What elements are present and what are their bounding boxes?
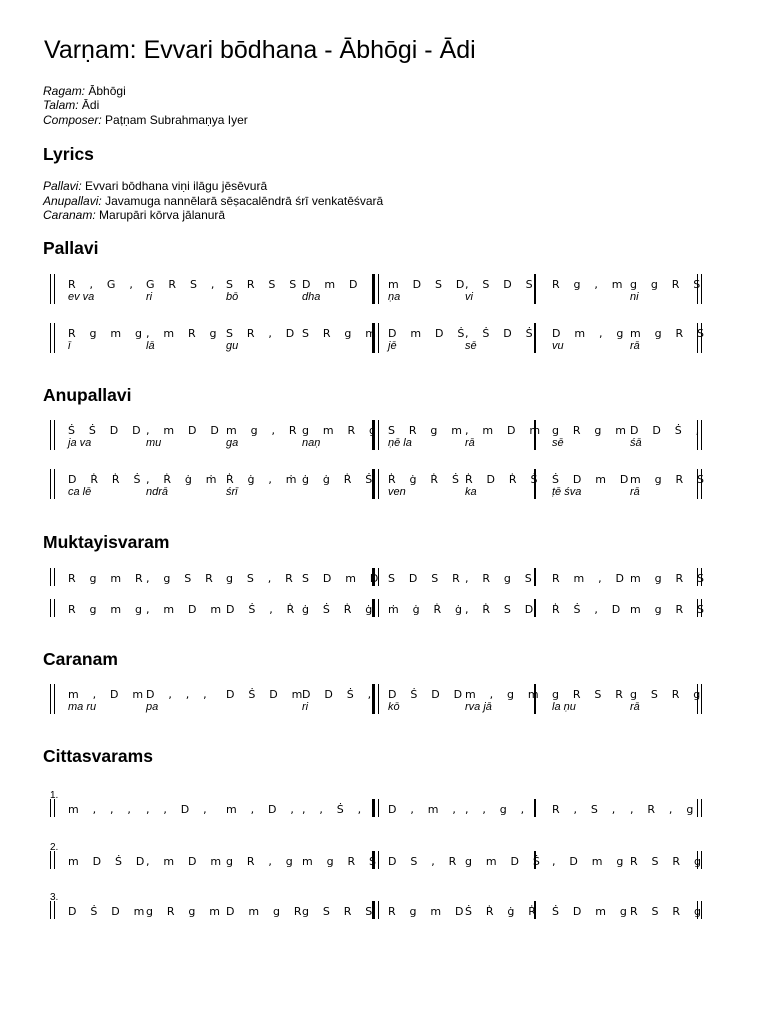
swara-group: g R g m xyxy=(146,905,226,918)
lyric-syllable: rā xyxy=(630,340,640,352)
barline xyxy=(50,799,55,817)
swara-group: m g R S xyxy=(302,855,382,868)
swara-group: , g S R xyxy=(146,572,218,585)
swara-group: D , , , xyxy=(146,688,212,701)
lyrics-anupallavi-text: Javamuga nannēlarā sēṣacalēndrā śrī venkatēśvarā xyxy=(105,194,384,208)
swara-group: m , D , xyxy=(226,803,300,816)
swara-group: m D Ṡ D xyxy=(68,855,150,868)
cittasvaram-number: 1. xyxy=(50,790,59,801)
swara-group: , , g , xyxy=(465,803,530,816)
barline xyxy=(50,851,55,869)
barline xyxy=(50,274,55,304)
cittasvaram-number: 2. xyxy=(50,842,59,853)
lyric-syllable: rā xyxy=(465,437,475,449)
lyric-syllable: vi xyxy=(465,291,473,303)
lyric-syllable: bō xyxy=(226,291,239,303)
talam-line xyxy=(43,98,99,112)
swara-group: D S , R xyxy=(388,855,462,868)
swara-group: m g R S xyxy=(630,327,710,340)
composer-value: Paṭṇam Subrahmaṇya Iyer xyxy=(105,113,248,127)
lyric-syllable: naṇ xyxy=(302,437,321,449)
swara-group: R , S , xyxy=(552,803,621,816)
swara-group: S D m D xyxy=(302,572,384,585)
swara-group: , R , g xyxy=(630,803,699,816)
lyrics-pallavi-label: Pallavi: xyxy=(43,179,82,193)
swara-group: S R g m xyxy=(302,327,382,340)
lyric-syllable: rā xyxy=(630,486,640,498)
lyric-syllable: ri xyxy=(302,701,309,713)
lyric-syllable: mu xyxy=(146,437,162,449)
lyric-syllable: ma ru xyxy=(68,701,97,713)
section-heading-caranam: Caranam xyxy=(43,649,118,669)
swara-group: g S , R xyxy=(226,572,298,585)
swara-group: , Ṡ D Ṡ xyxy=(465,327,538,340)
swara-group: Ṡ D m g xyxy=(552,905,633,918)
swara-group: R , G , xyxy=(68,278,139,291)
swara-group: m g R S xyxy=(630,603,710,616)
swara-group: D m D , xyxy=(302,278,381,291)
swara-group: R S R g xyxy=(630,855,707,868)
swara-group: Ṡ Ṙ ġ Ṙ xyxy=(465,905,542,918)
composer-line xyxy=(43,113,248,127)
lyric-syllable: lā xyxy=(146,340,155,352)
lyric-syllable: ri xyxy=(146,291,153,303)
lyric-syllable: ṇē la xyxy=(388,437,412,449)
lyric-syllable: ven xyxy=(388,486,406,498)
lyric-syllable: śrī xyxy=(226,486,238,498)
swara-group: R m , D xyxy=(552,572,630,585)
lyric-syllable: ī xyxy=(68,340,71,352)
section-heading-cittasvarams: Cittasvarams xyxy=(43,746,153,766)
lyric-syllable: ndrā xyxy=(146,486,169,498)
lyrics-caranam xyxy=(43,208,225,222)
barline xyxy=(50,684,55,714)
lyric-syllable: ni xyxy=(630,291,639,303)
swara-group: ġ ġ Ṙ Ṡ xyxy=(302,473,378,486)
lyric-syllable: rva jā xyxy=(465,701,492,713)
lyric-syllable: la ṇu xyxy=(552,701,576,713)
swara-group: Ṙ D Ṙ Ṡ xyxy=(465,473,543,486)
swara-group: g R g m xyxy=(552,424,632,437)
swara-group: , m D m xyxy=(146,855,227,868)
lyric-syllable: śā xyxy=(630,437,642,449)
talam-label: Talam: xyxy=(43,98,79,112)
swara-group: D D Ṡ , xyxy=(630,424,705,437)
swara-group: , m R g xyxy=(146,327,222,340)
lyrics-caranam-text: Marupāri kōrva jālanurā xyxy=(99,208,226,222)
swara-group: g S R S xyxy=(302,905,378,918)
lyrics-anupallavi-label: Anupallavi: xyxy=(43,194,102,208)
lyric-syllable: sē xyxy=(465,340,477,352)
swara-group: R g m g xyxy=(68,327,148,340)
swara-group: g S R g xyxy=(630,688,706,701)
section-heading-anupallavi: Anupallavi xyxy=(43,385,132,405)
lyric-syllable: ca lē xyxy=(68,486,92,498)
lyric-syllable: ja va xyxy=(68,437,92,449)
swara-group: D m D Ṡ xyxy=(388,327,470,340)
swara-group: D , m , xyxy=(388,803,462,816)
swara-group: m g , R xyxy=(226,424,302,437)
swara-group: , m D m xyxy=(465,424,546,437)
lyric-syllable: gu xyxy=(226,340,239,352)
swara-group: D Ṡ , Ṙ xyxy=(226,603,300,616)
lyric-syllable: ṇa xyxy=(388,291,401,303)
barline xyxy=(50,599,55,617)
swara-group: D m , g xyxy=(552,327,629,340)
swara-group: G R S , xyxy=(146,278,220,291)
swara-group: D Ṙ Ṙ Ṡ xyxy=(68,473,146,486)
lyric-syllable: rā xyxy=(630,701,640,713)
lyric-syllable: ka xyxy=(465,486,477,498)
swara-group: , Ṙ ġ ṁ xyxy=(146,473,222,486)
swara-group: , R g S xyxy=(465,572,537,585)
barline xyxy=(50,323,55,353)
swara-group: m , D m xyxy=(68,688,149,701)
swara-group: m g R S xyxy=(630,572,710,585)
swara-group: D Ṡ D D xyxy=(388,688,468,701)
barline xyxy=(534,799,536,817)
swara-group: S D S R xyxy=(388,572,465,585)
swara-group: D D Ṡ , xyxy=(302,688,377,701)
swara-group: , m D m xyxy=(146,603,227,616)
lyrics-heading: Lyrics xyxy=(43,144,94,164)
swara-group: g m D Ṡ xyxy=(465,855,546,868)
swara-group: m , , , xyxy=(68,803,137,816)
lyric-syllable: jē xyxy=(388,340,397,352)
lyric-syllable: ga xyxy=(226,437,239,449)
lyric-syllable: pa xyxy=(146,701,159,713)
swara-group: Ṙ Ṡ , D xyxy=(552,603,626,616)
lyric-syllable: ṭē śva xyxy=(552,486,582,498)
swara-group: , m D D xyxy=(146,424,225,437)
talam-value: Ādi xyxy=(81,98,100,112)
composer-label: Composer: xyxy=(43,113,102,127)
barline xyxy=(50,568,55,586)
swara-group: Ṡ Ṡ D D xyxy=(68,424,146,437)
swara-group: R S R g xyxy=(630,905,707,918)
swara-group: D m g R xyxy=(226,905,307,918)
swara-group: , D m g xyxy=(552,855,629,868)
lyric-syllable: vu xyxy=(552,340,564,352)
lyrics-anupallavi xyxy=(43,194,383,208)
swara-group: , Ṙ S D xyxy=(465,603,539,616)
ragam-value: Ābhōgi xyxy=(88,84,126,98)
swara-group: ṁ ġ Ṙ ġ xyxy=(388,603,468,616)
barline xyxy=(372,799,379,817)
barline xyxy=(50,469,55,499)
swara-group: m , g m xyxy=(465,688,544,701)
section-heading-muktayisvaram: Muktayisvaram xyxy=(43,532,170,552)
swara-group: R g m g xyxy=(68,603,148,616)
lyrics-pallavi-text: Evvari bōdhana viṇi ilāgu jēsēvurā xyxy=(85,179,268,193)
lyric-syllable: dha xyxy=(302,291,321,303)
swara-group: , S D S xyxy=(465,278,538,291)
swara-group: g m R g xyxy=(302,424,382,437)
cittasvaram-number: 3. xyxy=(50,892,59,903)
swara-group: , , D , xyxy=(146,803,212,816)
swara-group: ġ Ṡ Ṙ ġ xyxy=(302,603,378,616)
lyrics-caranam-label: Caranam: xyxy=(43,208,96,222)
swara-group: Ṡ D m D xyxy=(552,473,634,486)
page-title: Varṇam: Evvari bōdhana - Ābhōgi - Ādi xyxy=(44,36,476,64)
ragam-label: Ragam: xyxy=(43,84,86,98)
swara-group: Ṙ ġ , ṁ xyxy=(226,473,302,486)
lyrics-pallavi xyxy=(43,179,267,193)
lyric-syllable: kō xyxy=(388,701,400,713)
section-heading-pallavi: Pallavi xyxy=(43,238,99,258)
swara-group: Ṙ ġ Ṙ Ṡ xyxy=(388,473,465,486)
swara-group: R g , m xyxy=(552,278,628,291)
barline xyxy=(50,420,55,450)
swara-group: R g m D xyxy=(388,905,469,918)
swara-group: S R , D xyxy=(226,327,300,340)
lyric-syllable: ev va xyxy=(68,291,95,303)
swara-group: S R S S xyxy=(226,278,302,291)
swara-group: , , Ṡ , xyxy=(302,803,367,816)
swara-group: R g m R xyxy=(68,572,148,585)
swara-group: g R S R xyxy=(552,688,629,701)
swara-group: D Ṡ D m xyxy=(226,688,308,701)
swara-group: m g R S xyxy=(630,473,710,486)
swara-group: S R g m xyxy=(388,424,468,437)
lyric-syllable: sē xyxy=(552,437,564,449)
barline xyxy=(50,901,55,919)
swara-group: g g R S xyxy=(630,278,706,291)
swara-group: D Ṡ D m xyxy=(68,905,150,918)
swara-group: g R , g xyxy=(226,855,298,868)
swara-group: m D S D xyxy=(388,278,470,291)
ragam-line xyxy=(43,84,126,98)
